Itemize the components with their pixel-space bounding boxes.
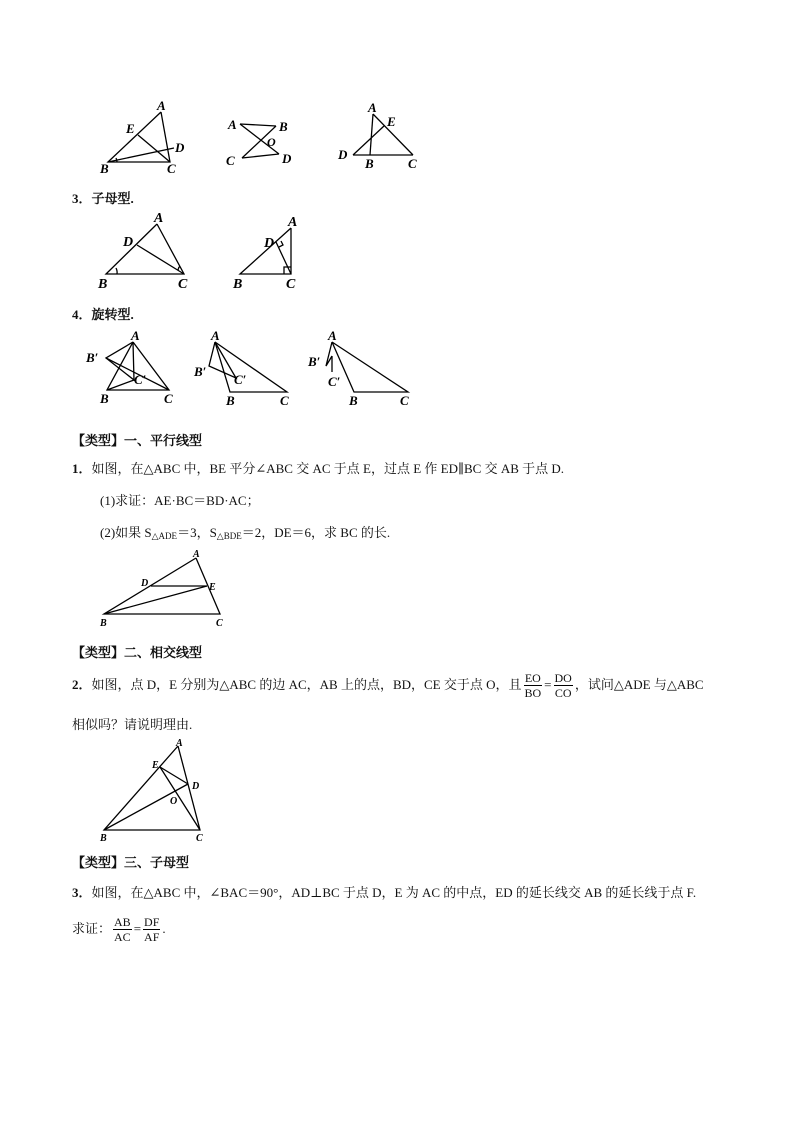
label-c: C <box>216 618 223 629</box>
label-c: C <box>167 161 176 176</box>
label-a: A <box>228 117 237 132</box>
label-c: C <box>408 156 417 171</box>
label-c: C <box>286 277 296 292</box>
figure-row1-b <box>224 112 304 172</box>
label-b: B <box>226 393 235 408</box>
label-a: A <box>211 328 220 343</box>
segment-a-b <box>370 114 373 155</box>
figure-section4-a <box>82 328 182 408</box>
question-1-part-1: (1)求证：AE·BC＝BD·AC； <box>100 493 260 508</box>
figure-section3-b <box>228 214 318 296</box>
label-b: B <box>279 119 288 134</box>
label-bp: B′ <box>308 354 321 369</box>
label-a: A <box>368 100 377 115</box>
fraction-ab-ac: $\frac{AB}{AC}$ <box>114 914 131 944</box>
label-e: E <box>152 760 159 771</box>
right-angle-mark-d <box>279 241 283 247</box>
label-c: C <box>178 277 188 292</box>
label-a: A <box>193 549 200 560</box>
fraction-do-co: $\frac{DO}{CO}$ <box>554 670 572 700</box>
label-b: B <box>349 393 358 408</box>
label-b: B <box>98 277 108 292</box>
label-e: E <box>387 114 396 129</box>
label-d: D <box>192 781 200 792</box>
section-3-heading: 3．子母型. <box>72 191 134 206</box>
label-a: A <box>288 215 298 230</box>
label-o: O <box>267 135 276 149</box>
label-b: B <box>233 277 243 292</box>
label-a: A <box>328 328 337 343</box>
label-d: D <box>141 578 149 589</box>
question-3-number: 3． <box>72 885 92 900</box>
label-a: A <box>157 98 166 113</box>
question-1-text: 1．如图，在△ABC 中，BE 平分∠ABC 交 AC 于点 E，过点 E 作 ED∥BC 交 AB 于点 D. <box>72 461 565 476</box>
triangle-abc <box>332 342 408 392</box>
label-b: B <box>100 391 109 406</box>
label-o: O <box>170 796 178 807</box>
label-bp: B′ <box>194 364 207 379</box>
segment-ec <box>138 135 170 162</box>
figure-section4-b <box>190 328 300 410</box>
figure-section4-c <box>306 328 418 410</box>
label-c: C <box>196 833 203 844</box>
triangle-abc <box>104 746 200 830</box>
figure-question-1 <box>96 548 236 632</box>
question-3-prove: 求证： $\frac{AB}{AC}$ = $\frac{DF}{AF}$ . <box>72 914 166 944</box>
type-3-heading: 【类型】三、子母型 <box>72 855 190 870</box>
label-d: D <box>264 236 275 251</box>
figure-row1-c <box>334 100 434 175</box>
segment-a-b <box>240 124 276 126</box>
label-d: D <box>123 235 134 250</box>
label-b: B <box>100 618 107 629</box>
segment-d-e <box>353 126 384 155</box>
label-cp: C′ <box>234 372 247 387</box>
segment-dc <box>137 245 184 274</box>
label-b: B <box>100 161 109 176</box>
label-c: C <box>164 391 173 406</box>
figure-section3-a <box>94 212 204 297</box>
question-2-number: 2． <box>72 677 92 692</box>
label-e: E <box>209 582 216 593</box>
label-b: B <box>365 156 374 171</box>
label-cp: C′ <box>134 372 147 387</box>
segment-c-d <box>242 154 279 158</box>
triangle-abc <box>215 342 287 392</box>
label-c: C <box>280 393 289 408</box>
angle-mark-b <box>116 268 117 274</box>
angle-mark-c <box>178 266 180 270</box>
label-b: B <box>100 833 107 844</box>
label-d: D <box>282 151 292 166</box>
question-3-text: 3．如图，在△ABC 中，∠BAC＝90°，AD⊥BC 于点 D，E 为 AC 的中点，ED 的延长线交 AB 的延长线于点 F. <box>72 885 697 900</box>
question-2-text: 2． 如图，点 D，E 分别为△ABC 的边 AC，AB 上的点，BD，CE 交于点 O，且 $\frac{EO}{BO}$ = $\frac{DO}{CO}$ ，试问△ADE 与△ABC <box>72 670 704 700</box>
fraction-df-af: $\frac{DF}{AF}$ <box>144 914 160 944</box>
label-d: D <box>175 140 185 155</box>
question-2-line-2: 相似吗？请说明理由. <box>72 717 193 732</box>
segment-bd <box>108 148 174 162</box>
label-d: D <box>338 147 348 162</box>
triangle-abpcp <box>326 342 332 366</box>
question-1-number: 1． <box>72 461 92 476</box>
segment-be <box>104 586 207 614</box>
figure-question-2 <box>96 738 216 846</box>
label-cp: C′ <box>328 374 341 389</box>
type-1-heading: 【类型】一、平行线型 <box>72 433 203 448</box>
label-c: C <box>226 153 235 168</box>
label-a: A <box>131 328 140 343</box>
segment-ce <box>160 767 200 830</box>
fraction-eo-bo: $\frac{EO}{BO}$ <box>524 670 542 700</box>
label-e: E <box>126 121 135 136</box>
label-bp: B′ <box>86 350 99 365</box>
label-a: A <box>154 211 164 226</box>
section-4-heading: 4．旋转型. <box>72 307 134 322</box>
type-2-heading: 【类型】二、相交线型 <box>72 645 203 660</box>
question-1-part-2: (2)如果 $S_{\triangle ADE}=3$，$S_{\triangle BDE}=2$，DE＝6，求 BC 的长. <box>100 525 391 541</box>
label-a: A <box>176 738 183 749</box>
figure-row1-a <box>96 98 196 178</box>
label-c: C <box>400 393 409 408</box>
